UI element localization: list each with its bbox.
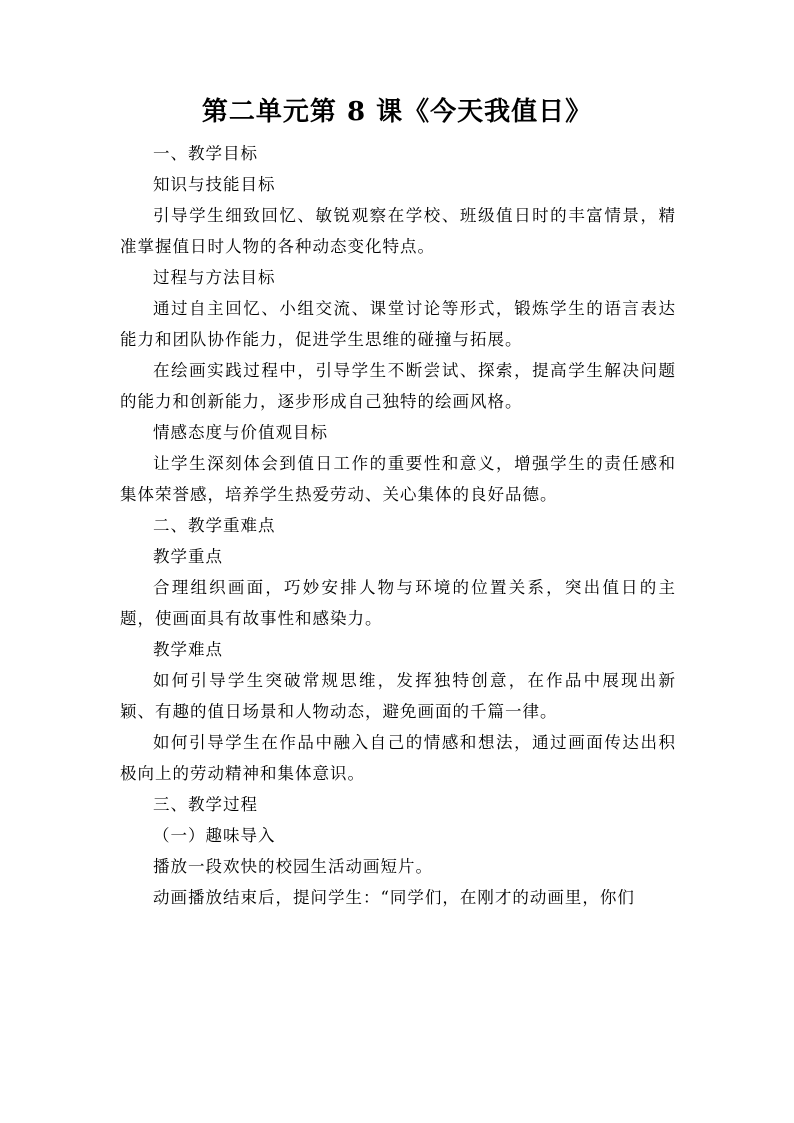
subheading-knowledge-skills: 知识与技能目标 (153, 175, 276, 194)
paragraph: 动画播放结束后，提问学生：“同学们，在刚才的动画里，你们 (153, 888, 635, 907)
paragraph: 合理组织画面，巧妙安排人物与环境的位置关系，突出值日的主题，使画面具有故事性和感染力。 (120, 578, 676, 628)
subheading-key-points: 教学重点 (153, 547, 223, 566)
paragraph: 让学生深刻体会到值日工作的重要性和意义，增强学生的责任感和集体荣誉感，培养学生热爱劳动、关心集体的良好品德。 (120, 454, 676, 504)
subheading-process-methods: 过程与方法目标 (153, 268, 276, 287)
document-body (120, 138, 676, 913)
paragraph: 如何引导学生在作品中融入自己的情感和想法，通过画面传达出积极向上的劳动精神和集体意识。 (120, 733, 676, 783)
subheading-introduction: （一）趣味导入 (153, 826, 276, 845)
section-heading-process: 三、教学过程 (153, 795, 258, 814)
paragraph: 通过自主回忆、小组交流、课堂讨论等形式，锻炼学生的语言表达能力和团队协作能力，促进学生思维的碰撞与拓展。 (120, 299, 676, 349)
subheading-difficult-points: 教学难点 (153, 640, 223, 659)
paragraph: 播放一段欢快的校园生活动画短片。 (153, 857, 433, 876)
document-title: 第二单元第 8 课《今天我值日》 (201, 97, 593, 127)
paragraph: 在绘画实践过程中，引导学生不断尝试、探索，提高学生解决问题的能力和创新能力，逐步形成自己独特的绘画风格。 (120, 361, 676, 411)
section-heading-objectives: 一、教学目标 (153, 144, 258, 163)
paragraph: 引导学生细致回忆、敏锐观察在学校、班级值日时的丰富情景，精准掌握值日时人物的各种动态变化特点。 (120, 206, 676, 256)
subheading-emotion-values: 情感态度与价值观目标 (153, 423, 328, 442)
section-heading-key-difficult: 二、教学重难点 (153, 516, 276, 535)
paragraph: 如何引导学生突破常规思维，发挥独特创意，在作品中展现出新颖、有趣的值日场景和人物动态，避免画面的千篇一律。 (120, 671, 676, 721)
